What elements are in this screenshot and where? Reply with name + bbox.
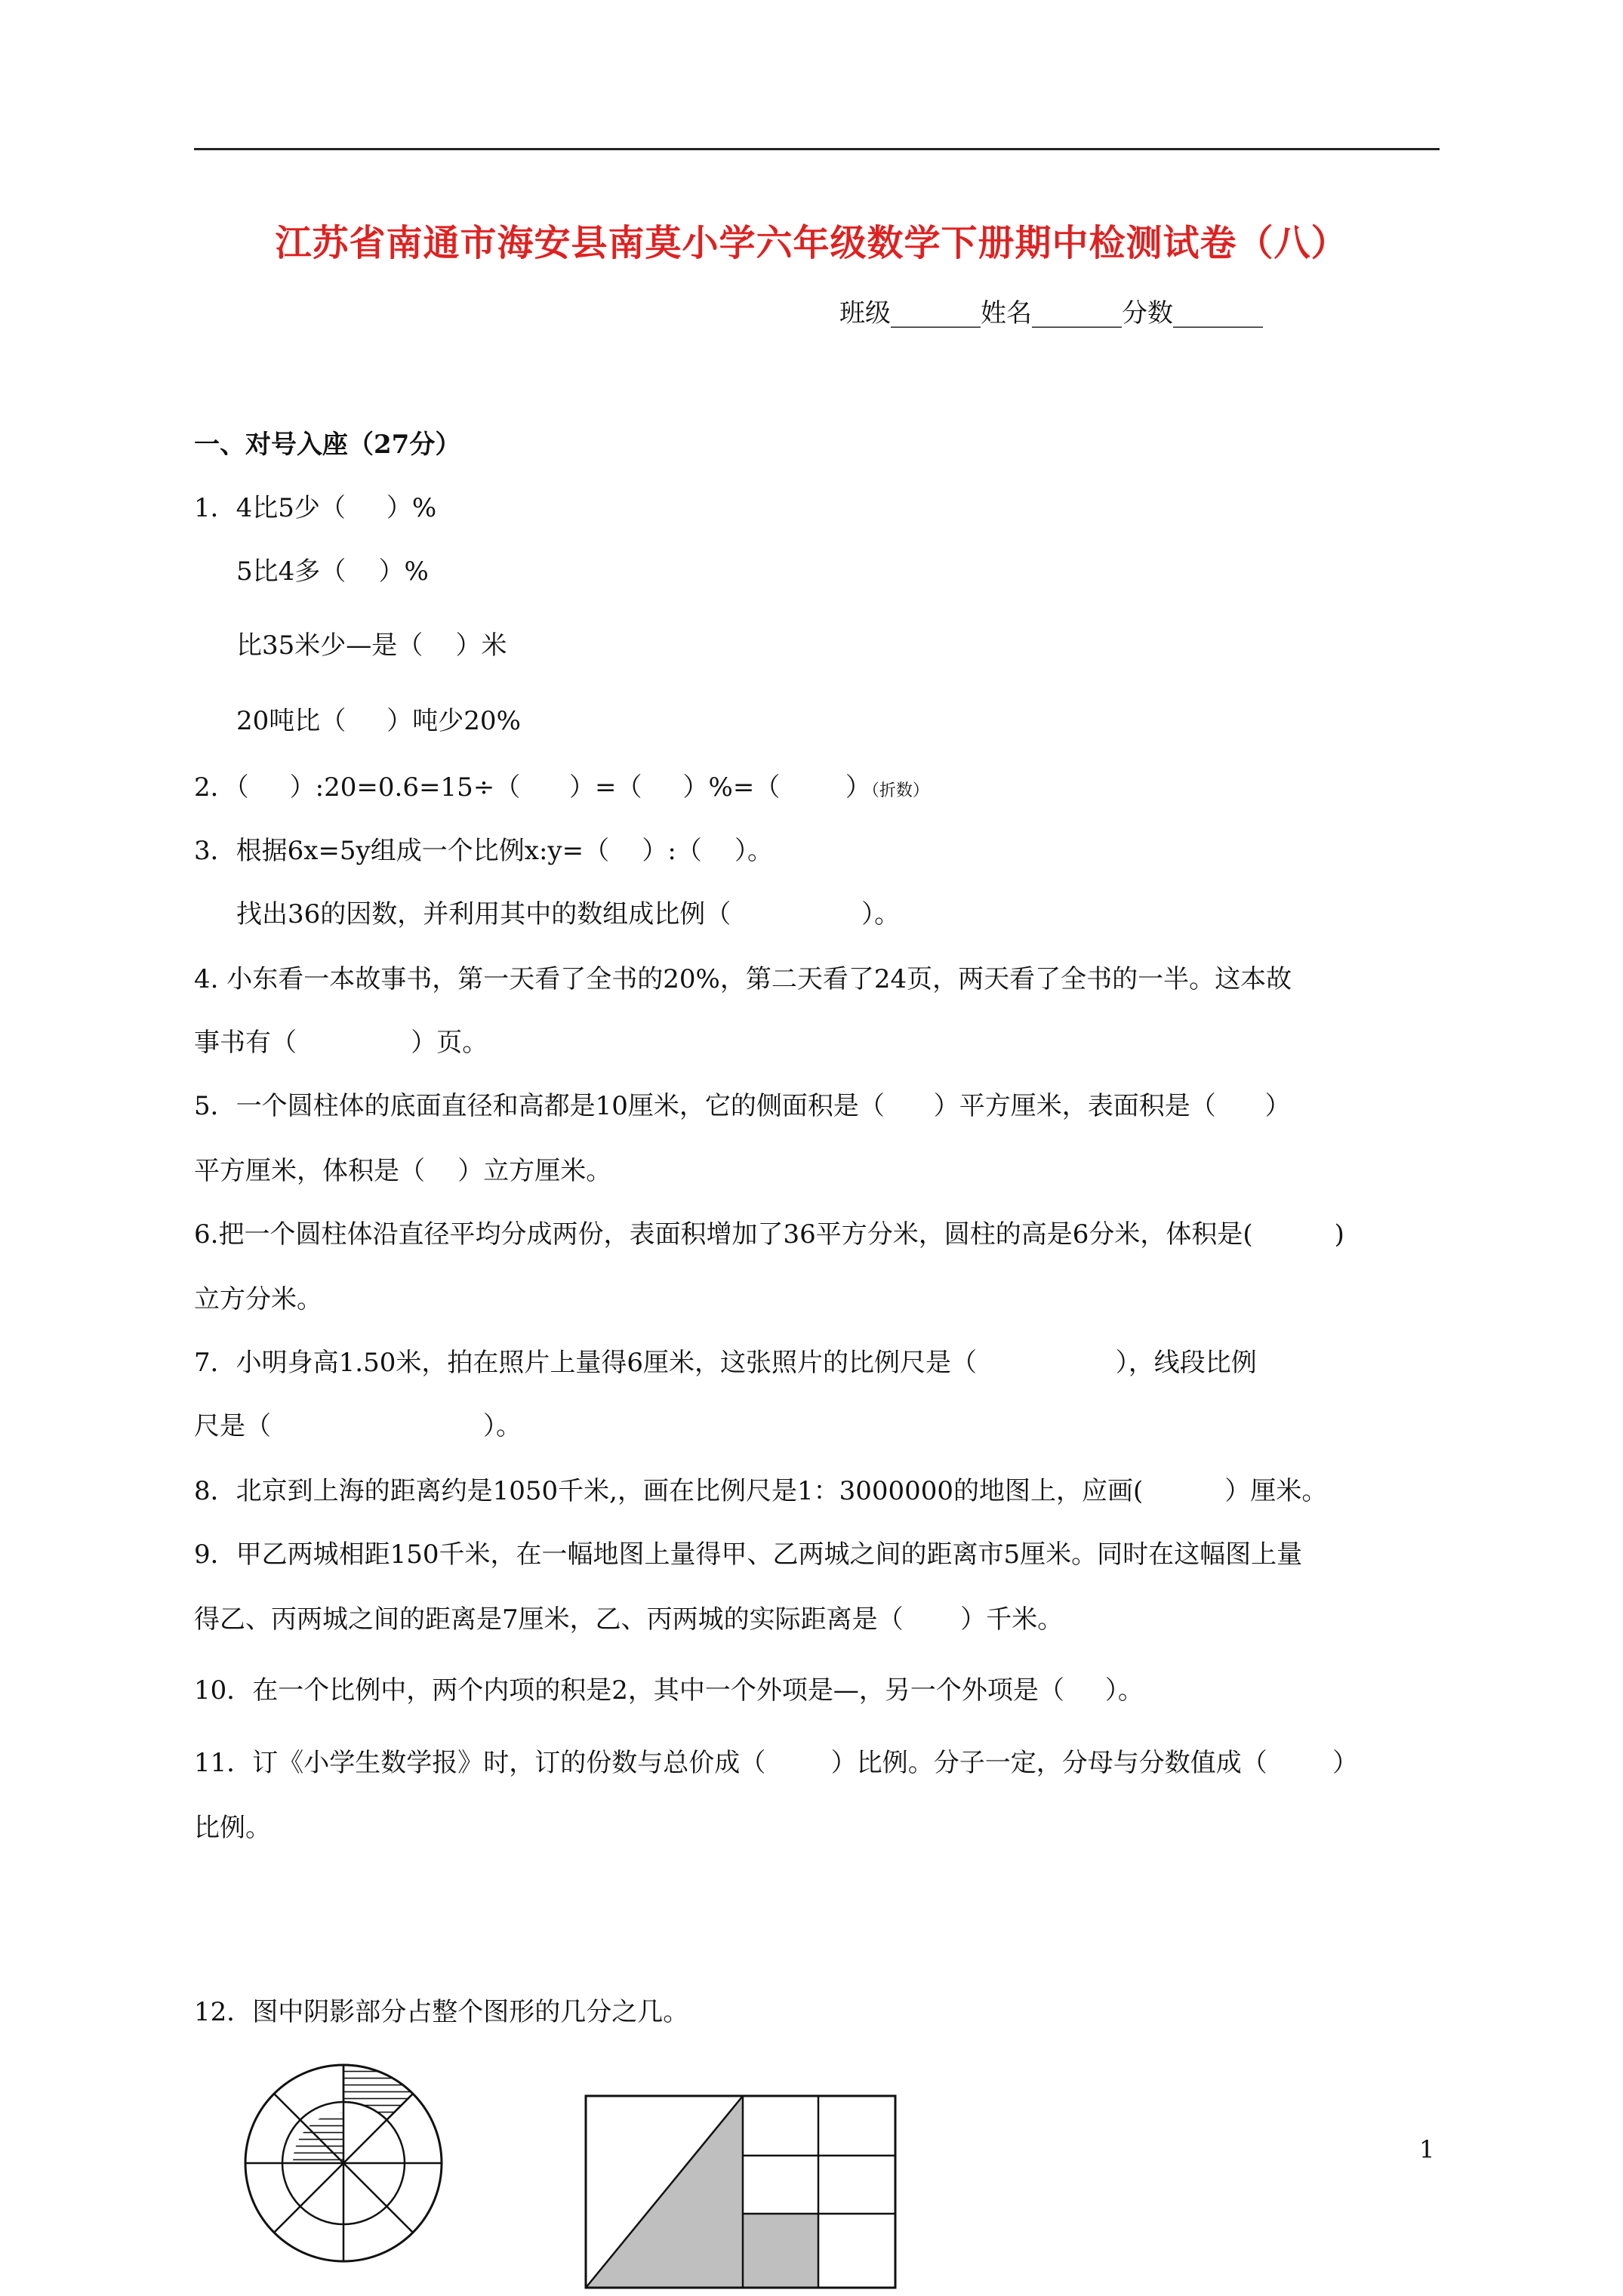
question-8: 8．北京到上海的距离约是1050千米,，画在比例尺是1：3000000的地图上，应画( ）厘米。 [194, 1476, 1328, 1506]
header-rule [194, 148, 1440, 150]
question-9b: 得乙、丙两城之间的距离是7厘米，乙、丙两城的实际距离是（ ）千米。 [194, 1604, 1064, 1635]
question-3b: 找出36的因数，并利用其中的数组成比例（ ）。 [236, 899, 901, 929]
question-2 [194, 772, 929, 803]
question-1d: 20吨比（ ）吨少20% [236, 706, 521, 736]
question-1b: 5比4多（ ）% [236, 556, 429, 587]
question-9a: 9．甲乙两城相距150千米，在一幅地图上量得甲、乙两城之间的距离市5厘米。同时在这幅图上量 [194, 1539, 1303, 1570]
question-11b: 比例。 [194, 1813, 271, 1843]
question-5b: 平方厘米，体积是（ ）立方厘米。 [194, 1156, 612, 1186]
question-7b: 尺是（ ）。 [194, 1411, 522, 1441]
page-number: 1 [1419, 2135, 1435, 2164]
question-4b: 事书有（ ）页。 [194, 1028, 488, 1058]
exam-title: 江苏省南通市海安县南莫小学六年级数学下册期中检测试卷（八） [275, 222, 1348, 264]
question-2-note: （折数） [870, 781, 929, 800]
student-info-line: 班级_______姓名_______分数_______ [839, 298, 1263, 328]
question-1a: 1．4比5少（ ）% [194, 493, 437, 523]
question-3a: 3．根据6x=5y组成一个比例x:y=（ ）:（ ）。 [194, 836, 774, 866]
question-10: 10．在一个比例中，两个内项的积是2，其中一个外项是—，另一个外项是（ ）。 [194, 1675, 1144, 1706]
question-2-text: 2．（ ）:20=0.6=15÷（ ）=（ ）%=（ ） [194, 772, 871, 803]
question-7a: 7．小明身高1.50米，拍在照片上量得6厘米，这张照片的比例尺是（ ），线段比例 [194, 1348, 1257, 1378]
question-4a: 4. 小东看一本故事书，第一天看了全书的20%，第二天看了24页，两天看了全书的一半。这本故 [194, 964, 1292, 994]
section-heading: 一、对号入座（27分） [194, 430, 461, 460]
question-1c: 比35米少—是（ ）米 [236, 630, 507, 661]
question-6b: 立方分米。 [194, 1284, 322, 1314]
circle-figure [242, 2061, 445, 2265]
question-5a: 5．一个圆柱体的底面直径和高都是10厘米，它的侧面积是（ ）平方厘米，表面积是（ ） [194, 1091, 1291, 1121]
question-6a: 6.把一个圆柱体沿直径平均分成两份，表面积增加了36平方分米，圆柱的高是6分米，体积是( ) [194, 1219, 1344, 1250]
question-11a: 11．订《小学生数学报》时，订的份数与总价成（ ）比例。分子一定，分母与分数值成（ ） [194, 1748, 1359, 1778]
rectangle-figure [583, 2093, 900, 2291]
question-12: 12．图中阴影部分占整个图形的几分之几。 [194, 1997, 689, 2027]
